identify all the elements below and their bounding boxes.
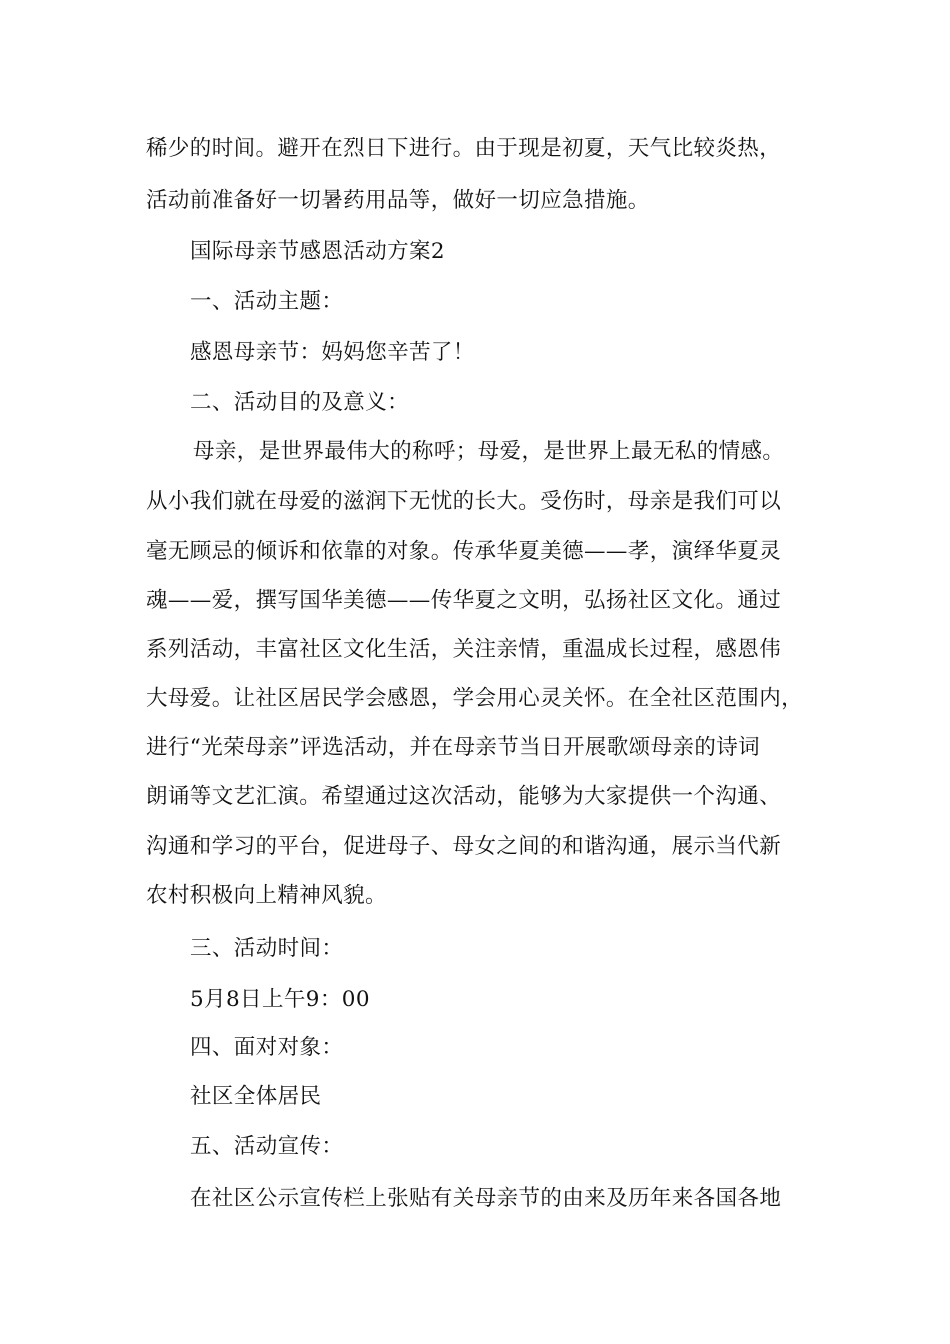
section-heading: 五、活动宣传：: [190, 1134, 344, 1159]
body-text-line: 进行“光荣母亲”评选活动，并在母亲节当日开展歌颂母亲的诗词: [146, 735, 761, 760]
body-text-line: 沟通和学习的平台，促进母子、母女之间的和谐沟通，展示当代新: [146, 834, 782, 859]
body-text-line: 农村积极向上精神风貌。: [146, 883, 387, 908]
body-text-line: 朗诵等文艺汇演。希望通过这次活动，能够为大家提供一个沟通、: [146, 784, 782, 809]
section-heading: 三、活动时间：: [190, 936, 344, 961]
body-text-line: 从小我们就在母爱的滋润下无忧的长大。受伤时，母亲是我们可以: [146, 489, 782, 514]
body-text-line: 母亲，是世界最伟大的称呼；母爱，是世界上最无私的情感。: [193, 439, 785, 464]
body-text-line: 系列活动，丰富社区文化生活，关注亲情，重温成长过程，感恩伟: [146, 637, 782, 662]
section-heading: 二、活动目的及意义：: [190, 390, 410, 415]
section-title: 国际母亲节感恩活动方案2: [190, 239, 445, 264]
body-text-line: 在社区公示宣传栏上张贴有关母亲节的由来及历年来各国各地: [190, 1186, 782, 1211]
body-text-line: 毫无顾忌的倾诉和依靠的对象。传承华夏美德——孝，演绎华夏灵: [146, 539, 782, 564]
body-text-line: 稀少的时间。避开在烈日下进行。由于现是初夏，天气比较炎热，: [146, 136, 782, 161]
body-text-line: 大母爱。让社区居民学会感恩，学会用心灵关怀。在全社区范围内，: [146, 686, 804, 711]
body-text-line: 活动前准备好一切暑药用品等，做好一切应急措施。: [146, 188, 650, 213]
body-text-line: 魂——爱，撰写国华美德——传华夏之文明，弘扬社区文化。通过: [146, 588, 782, 613]
body-text-line: 感恩母亲节：妈妈您辛苦了！: [190, 340, 475, 365]
section-heading: 四、面对对象：: [190, 1035, 344, 1060]
body-text-line: 5月8日上午9：00: [190, 987, 370, 1012]
body-text-line: 社区全体居民: [190, 1084, 322, 1109]
section-heading: 一、活动主题：: [190, 289, 344, 314]
